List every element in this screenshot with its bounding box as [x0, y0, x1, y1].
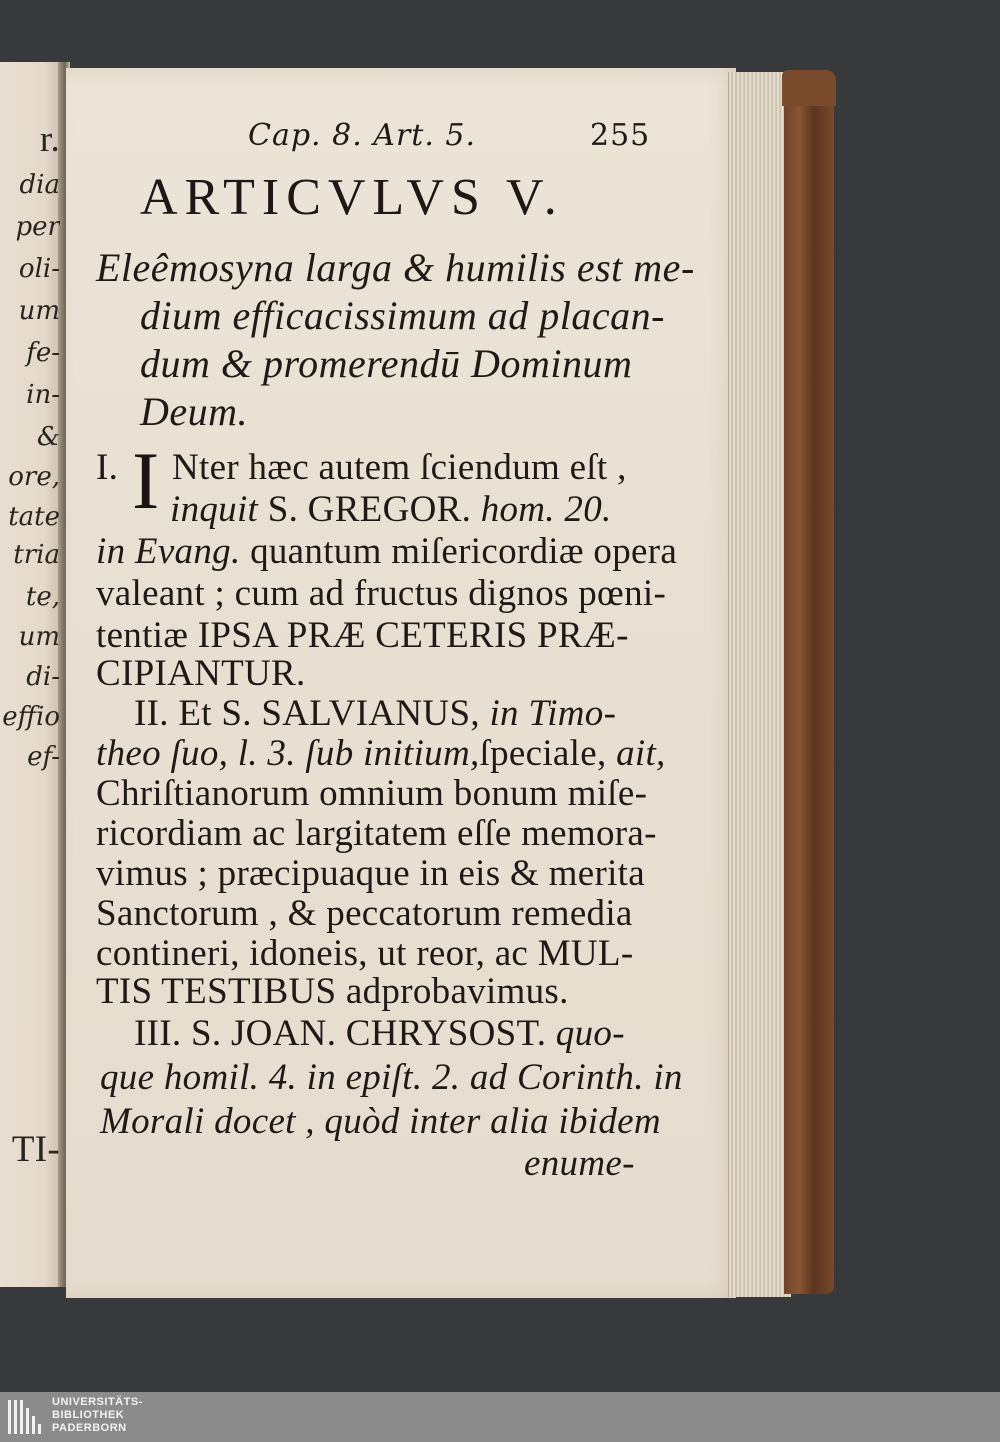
- paragraph-line: contineri, idoneis, ut reor, ac MUL-: [96, 933, 634, 974]
- text-italic: inquit: [170, 489, 259, 530]
- subtitle-line: Eleêmosyna larga & humilis est me-: [96, 245, 695, 290]
- paragraph-line: Nter hæc autem ſciendum eſt ,: [172, 447, 627, 488]
- text-roman: II. Et S. SALVIANUS,: [134, 693, 480, 734]
- left-fragment: oli-: [18, 254, 60, 284]
- left-fragment: TI-: [11, 1129, 60, 1170]
- running-title: Cap. 8. Art. 5.: [248, 118, 477, 153]
- paragraph-line: CIPIANTUR.: [96, 653, 306, 694]
- left-fragment: um: [18, 622, 60, 652]
- drop-cap: I: [132, 435, 160, 526]
- paragraph-line: Morali docet , quòd inter alia ibidem: [100, 1101, 661, 1142]
- page-number: 255: [590, 118, 651, 153]
- left-fragment: tria: [13, 540, 60, 570]
- paragraph-line: vimus ; præcipuaque in eis & merita: [96, 853, 645, 894]
- text-italic: theo ſuo, l. 3. ſub initium,: [96, 733, 480, 774]
- paragraph-line: [134, 1012, 625, 1055]
- paragraph-line: [134, 692, 616, 735]
- library-logo-icon: [6, 1396, 46, 1438]
- footer-bar: [0, 1392, 1000, 1442]
- catchword: enume-: [524, 1143, 635, 1184]
- paragraph-line: valeant ; cum ad fructus dignos pœni-: [96, 573, 667, 614]
- text-roman: S. GREGOR.: [258, 489, 472, 530]
- paragraph-line: Chriſtianorum omnium bonum miſe-: [96, 773, 648, 814]
- text-roman: III. S. JOAN. CHRYSOST.: [134, 1013, 547, 1054]
- text-italic: quo-: [546, 1013, 625, 1054]
- left-fragment: per: [15, 212, 60, 242]
- subtitle-line: dium efficacissimum ad placan-: [140, 293, 665, 338]
- article-title: ARTICVLVS V.: [140, 169, 564, 226]
- left-fragment: &: [36, 422, 60, 452]
- left-fragment: um: [18, 296, 60, 326]
- left-fragment: fe-: [26, 338, 60, 368]
- text-italic: in Evang.: [96, 531, 241, 572]
- text-italic: in Timo-: [479, 693, 617, 734]
- left-fragment: dia: [19, 170, 60, 200]
- left-fragment: di-: [26, 662, 60, 692]
- logo-line: PADERBORN: [52, 1422, 127, 1434]
- paragraph-line: ricordiam ac largitatem eſſe memora-: [96, 813, 657, 854]
- left-fragment: effio: [2, 702, 60, 732]
- logo-line: BIBLIOTHEK: [52, 1409, 125, 1421]
- left-fragment: tate: [8, 502, 60, 532]
- paragraph-line: [170, 488, 612, 531]
- paragraph-line: tentiæ IPSA PRÆ CETERIS PRÆ-: [96, 615, 629, 656]
- book-cover-corner: [782, 70, 836, 106]
- text-italic: ait,: [606, 733, 666, 774]
- left-fragment: ore,: [8, 462, 60, 492]
- subtitle-line: dum & promerendū Dominum: [140, 341, 633, 386]
- left-fragment: te,: [25, 582, 60, 612]
- text-italic: hom. 20.: [471, 489, 612, 530]
- paragraph-line: que homil. 4. in epiſt. 2. ad Corinth. in: [100, 1057, 683, 1098]
- text-roman: ſpeciale,: [479, 733, 607, 774]
- paragraph-line: Sanctorum , & peccatorum remedia: [96, 893, 633, 934]
- text-roman: quantum miſericordiæ opera: [240, 531, 678, 572]
- paragraph-line: [96, 732, 666, 775]
- paragraph-line: [96, 530, 677, 573]
- left-fragment: ef-: [27, 742, 60, 772]
- page-edges: [728, 72, 791, 1297]
- paragraph-line: TIS TESTIBUS adprobavimus.: [96, 971, 569, 1012]
- left-fragment: r.: [39, 119, 60, 160]
- left-fragment: in-: [26, 380, 60, 410]
- logo-line: UNIVERSITÄTS-: [52, 1396, 143, 1408]
- book-cover-edge: [784, 72, 834, 1294]
- subtitle-line: Deum.: [140, 389, 249, 434]
- paragraph-number: I.: [96, 447, 119, 488]
